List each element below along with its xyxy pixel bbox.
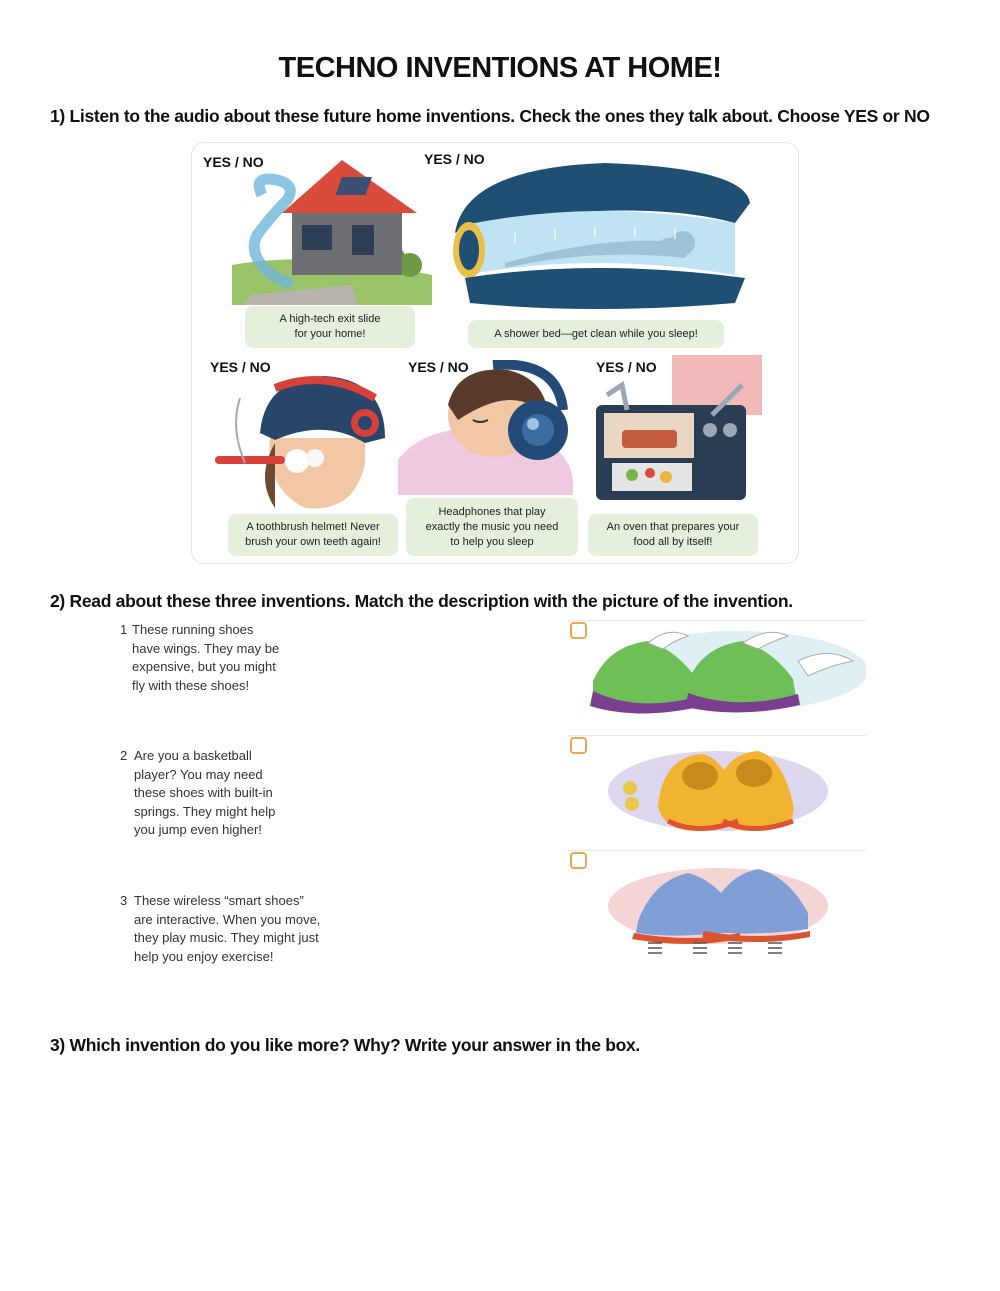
music-shoes-card <box>568 735 866 846</box>
description-1-number: 1 <box>120 622 128 637</box>
exit-slide-house-image <box>232 155 432 305</box>
description-1-text: These running shoes have wings. They may be expensive, but you might fly with these shoes! <box>132 622 280 693</box>
yes-no-option-1[interactable]: YES / NO <box>203 154 264 170</box>
answer-box[interactable] <box>50 1070 950 1260</box>
question-1-instruction: 1) Listen to the audio about these future home inventions. Check the ones they talk about. Choose YES or NO <box>50 106 930 126</box>
shower-bed-image <box>445 163 755 315</box>
yes-no-option-5[interactable]: YES / NO <box>596 359 657 375</box>
yes-no-option-2[interactable]: YES / NO <box>424 151 485 167</box>
page-title: TECHNO INVENTIONS AT HOME! <box>278 52 722 84</box>
match-checkbox-1[interactable] <box>570 622 587 639</box>
winged-shoes-card <box>568 620 866 731</box>
caption-shower-bed: A shower bed—get clean while you sleep! <box>468 320 724 348</box>
music-shoes-image <box>568 736 866 846</box>
match-checkbox-2[interactable] <box>570 737 587 754</box>
description-3-number: 3 <box>120 893 128 908</box>
caption-toothbrush-helmet: A toothbrush helmet! Never brush your own teeth again! <box>228 514 398 556</box>
match-checkbox-3[interactable] <box>570 852 587 869</box>
yes-no-option-4[interactable]: YES / NO <box>408 359 469 375</box>
question-3-instruction: 3) Which invention do you like more? Why? Write your answer in the box. <box>50 1035 640 1055</box>
question-2-instruction: 2) Read about these three inventions. Match the description with the picture of the invention. <box>50 591 793 611</box>
caption-robot-oven: An oven that prepares your food all by itself! <box>588 514 758 556</box>
spring-shoes-image <box>568 851 866 956</box>
robot-oven-image <box>592 355 768 505</box>
toothbrush-helmet-image <box>215 368 395 513</box>
yes-no-option-3[interactable]: YES / NO <box>210 359 271 375</box>
description-2-number: 2 <box>120 748 128 763</box>
spring-shoes-card <box>568 850 866 956</box>
caption-exit-slide: A high-tech exit slide for your home! <box>245 306 415 348</box>
caption-sleep-headphones: Headphones that play exactly the music you need to help you sleep <box>406 498 578 556</box>
winged-shoes-image <box>568 621 866 731</box>
description-2-text: Are you a basketball player? You may need these shoes with built-in springs. They might help you jump even higher! <box>134 748 276 837</box>
sleep-headphones-image <box>398 360 578 495</box>
description-3-text: These wireless “smart shoes” are interactive. When you move, they play music. They might just help you enjoy exercise! <box>134 893 321 964</box>
